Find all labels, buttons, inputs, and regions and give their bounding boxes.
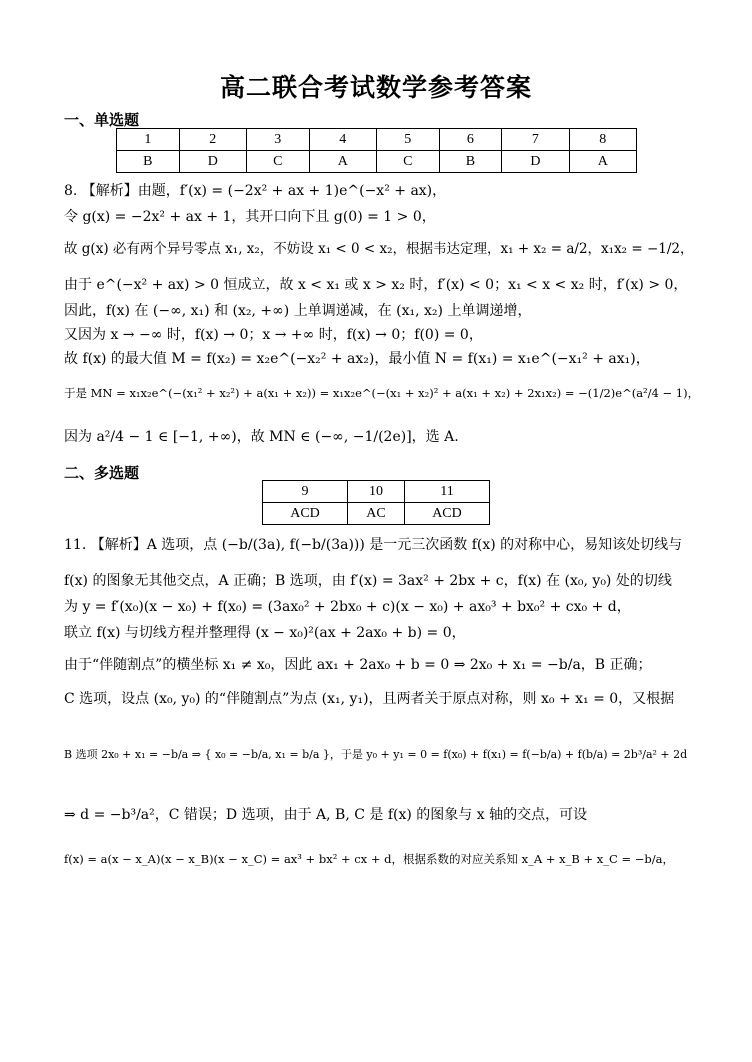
multi-choice-answer-table (262, 480, 490, 525)
section-heading-multi-choice: 二、多选题 (64, 464, 140, 482)
q8-line-7: 故 f(x) 的最大值 M = f(x₂) = x₂e^(−x₂² + ax₂)，最小值 N = f(x₁) = x₁e^(−x₁² + ax₁)， (64, 351, 650, 367)
question-number: 5 (376, 129, 439, 151)
question-number: 4 (309, 129, 376, 151)
table-row (117, 129, 637, 151)
q11-line-8: ⇒ d = −b³/a²，C 错误；D 选项，由于 A, B, C 是 f(x) 的图象与 x 轴的交点，可设 (64, 807, 588, 823)
table-row (263, 481, 490, 503)
answer-cell: C (376, 151, 439, 173)
answer-cell: ACD (263, 503, 348, 525)
question-number: 1 (117, 129, 180, 151)
question-number: 2 (179, 129, 246, 151)
q11-line-4: 联立 f(x) 与切线方程并整理得 (x − x₀)²(ax + 2ax₀ + b) = 0， (64, 625, 466, 641)
answer-cell: D (502, 151, 569, 173)
q8-line-5: 因此，f(x) 在 (−∞, x₁) 和 (x₂, +∞) 上单调递减，在 (x₁, x₂) 上单调递增， (64, 303, 532, 319)
table-row (117, 151, 637, 173)
table-row (263, 503, 490, 525)
question-number: 8 (569, 129, 636, 151)
answer-cell: AC (348, 503, 405, 525)
answer-cell: B (117, 151, 180, 173)
question-number: 10 (348, 481, 405, 503)
answer-cell: ACD (404, 503, 489, 525)
q11-line-1: 11. 【解析】A 选项，点 (−b/(3a), f(−b/(3a))) 是一元三次函数 f(x) 的对称中心，易知该处切线与 (64, 537, 683, 553)
question-number: 6 (439, 129, 502, 151)
question-number: 11 (404, 481, 489, 503)
question-number: 3 (246, 129, 309, 151)
q8-line-2: 令 g(x) = −2x² + ax + 1，其开口向下且 g(0) = 1 > 0， (64, 209, 436, 225)
q11-line-2: f(x) 的图象无其他交点，A 正确；B 选项，由 f′(x) = 3ax² + 2bx + c，f(x) 在 (x₀, y₀) 处的切线 (64, 573, 672, 589)
question-number: 9 (263, 481, 348, 503)
q8-line-9: 因为 a²/4 − 1 ∈ [−1, +∞)，故 MN ∈ (−∞, −1/(2e)]，选 A. (64, 429, 459, 445)
q8-line-1: 8. 【解析】由题，f′(x) = (−2x² + ax + 1)e^(−x² + ax)， (64, 183, 447, 199)
q11-line-5: 由于“伴随割点”的横坐标 x₁ ≠ x₀，因此 ax₁ + 2ax₀ + b = 0 ⇒ 2x₀ + x₁ = −b/a，B 正确； (64, 657, 652, 673)
section-heading-single-choice: 一、单选题 (64, 111, 140, 129)
answer-cell: D (179, 151, 246, 173)
page-title: 高二联合考试数学参考答案 (219, 73, 532, 102)
q8-line-4: 由于 e^(−x² + ax) > 0 恒成立，故 x < x₁ 或 x > x₂ 时，f′(x) < 0；x₁ < x < x₂ 时，f′(x) > 0， (64, 277, 688, 293)
q11-line-7: B 选项 2x₀ + x₁ = −b/a ⇒ { x₀ = −b/a, x₁ = b/a }，于是 y₀ + y₁ = 0 = f(x₀) + f(x₁) = f(−b/a) + f(b/a) = 2b³/a² + 2d (64, 748, 688, 761)
answer-cell: B (439, 151, 502, 173)
q11-line-6: C 选项，设点 (x₀, y₀) 的“伴随割点”为点 (x₁, y₁)，且两者关于原点对称，则 x₀ + x₁ = 0，又根据 (64, 691, 675, 707)
answer-cell: C (246, 151, 309, 173)
question-number: 7 (502, 129, 569, 151)
q11-line-9: f(x) = a(x − x_A)(x − x_B)(x − x_C) = ax³ + bx² + cx + d，根据系数的对应关系知 x_A + x_B + x_C = −b/a， (64, 852, 674, 866)
q8-line-8: 于是 MN = x₁x₂e^(−(x₁² + x₂²) + a(x₁ + x₂)) = x₁x₂e^(−(x₁ + x₂)² + a(x₁ + x₂) + 2x₁x₂) = −(1/2)e^(a²/4 − 1)， (64, 386, 700, 400)
answer-cell: A (569, 151, 636, 173)
single-choice-answer-table (116, 128, 637, 173)
answer-cell: A (309, 151, 376, 173)
q8-line-6: 又因为 x → −∞ 时，f(x) → 0；x → +∞ 时，f(x) → 0；f(0) = 0， (64, 327, 483, 343)
q11-line-3: 为 y = f′(x₀)(x − x₀) + f(x₀) = (3ax₀² + 2bx₀ + c)(x − x₀) + ax₀³ + bx₀² + cx₀ + d， (64, 599, 631, 615)
q8-line-3: 故 g(x) 必有两个异号零点 x₁, x₂，不妨设 x₁ < 0 < x₂，根据韦达定理，x₁ + x₂ = a/2，x₁x₂ = −1/2， (64, 241, 694, 257)
